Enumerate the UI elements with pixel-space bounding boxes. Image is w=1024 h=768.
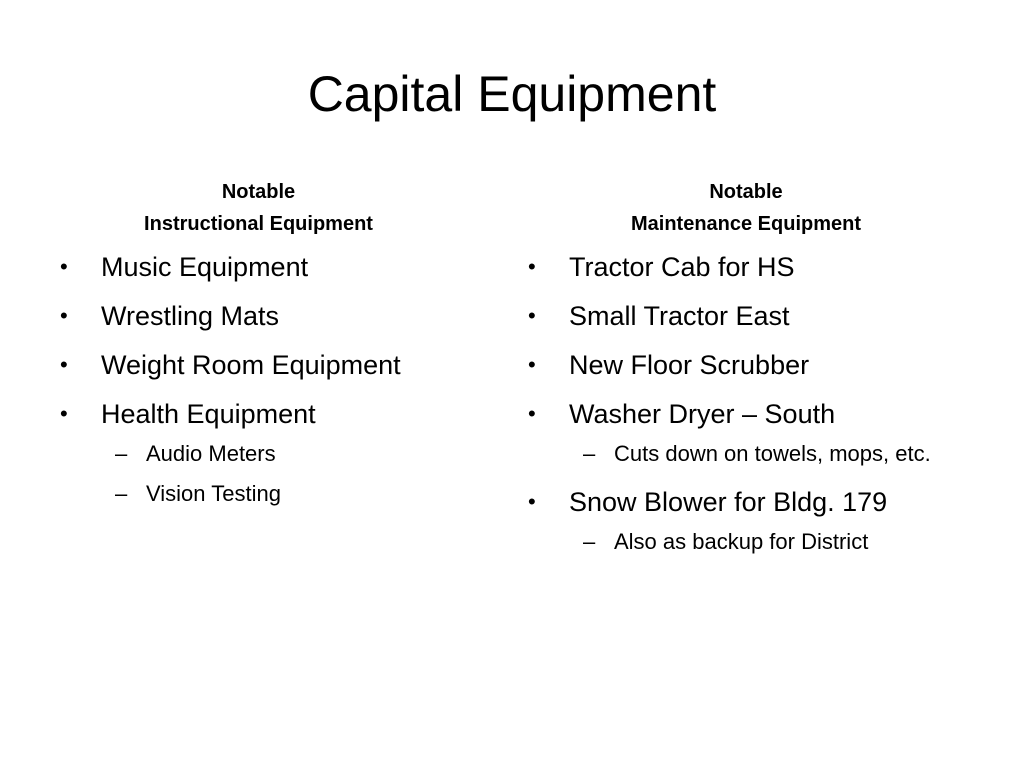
sub-list-item xyxy=(569,437,964,470)
list-item-label: Music Equipment xyxy=(101,252,309,282)
sub-item-label: Audio Meters xyxy=(146,441,276,466)
bullet-icon: • xyxy=(528,254,536,279)
list-item xyxy=(56,299,476,333)
sub-list-item xyxy=(101,437,476,470)
list-item-label: Small Tractor East xyxy=(569,301,790,331)
list-item xyxy=(524,250,964,284)
bullet-icon: • xyxy=(528,303,536,328)
left-bullet-list xyxy=(56,250,476,525)
list-item xyxy=(524,397,964,470)
bullet-icon: • xyxy=(528,401,536,426)
dash-icon: – xyxy=(115,481,128,506)
left-column-heading xyxy=(51,176,466,240)
list-item xyxy=(524,299,964,333)
list-item-label: Snow Blower for Bldg. 179 xyxy=(569,487,888,517)
sub-list xyxy=(569,525,964,558)
right-column-heading xyxy=(518,176,974,240)
dash-icon: – xyxy=(583,441,596,466)
list-item-label: Weight Room Equipment xyxy=(101,350,401,380)
bullet-icon: • xyxy=(60,254,68,279)
sub-list xyxy=(569,437,964,470)
list-item-label: Health Equipment xyxy=(101,399,316,429)
list-item-label: Wrestling Mats xyxy=(101,301,280,331)
list-item xyxy=(524,348,964,382)
left-heading-line1: Notable xyxy=(221,181,296,203)
list-item xyxy=(56,250,476,284)
list-item-label: Washer Dryer – South xyxy=(569,399,836,429)
bullet-icon: • xyxy=(60,352,68,377)
list-item-label: Tractor Cab for HS xyxy=(569,252,795,282)
left-heading-line2: Instructional Equipment xyxy=(144,213,373,235)
sub-item-label: Cuts down on towels, mops, etc. xyxy=(614,441,931,466)
bullet-icon: • xyxy=(528,352,536,377)
bullet-icon: • xyxy=(528,489,536,514)
right-bullet-list xyxy=(524,250,964,573)
sub-item-label: Vision Testing xyxy=(146,481,281,506)
sub-list-item xyxy=(569,525,964,558)
sub-item-label: Also as backup for District xyxy=(614,529,869,554)
bullet-icon: • xyxy=(60,303,68,328)
list-item xyxy=(56,397,476,510)
right-heading-line2: Maintenance Equipment xyxy=(630,213,862,235)
list-item xyxy=(524,485,964,558)
bullet-icon: • xyxy=(60,401,68,426)
sub-list xyxy=(101,437,476,510)
dash-icon: – xyxy=(115,441,128,466)
dash-icon: – xyxy=(583,529,596,554)
list-item xyxy=(56,348,476,382)
list-item-label: New Floor Scrubber xyxy=(569,350,810,380)
sub-list-item xyxy=(101,477,476,510)
slide-title: Capital Equipment xyxy=(307,66,717,122)
right-heading-line1: Notable xyxy=(709,181,783,203)
